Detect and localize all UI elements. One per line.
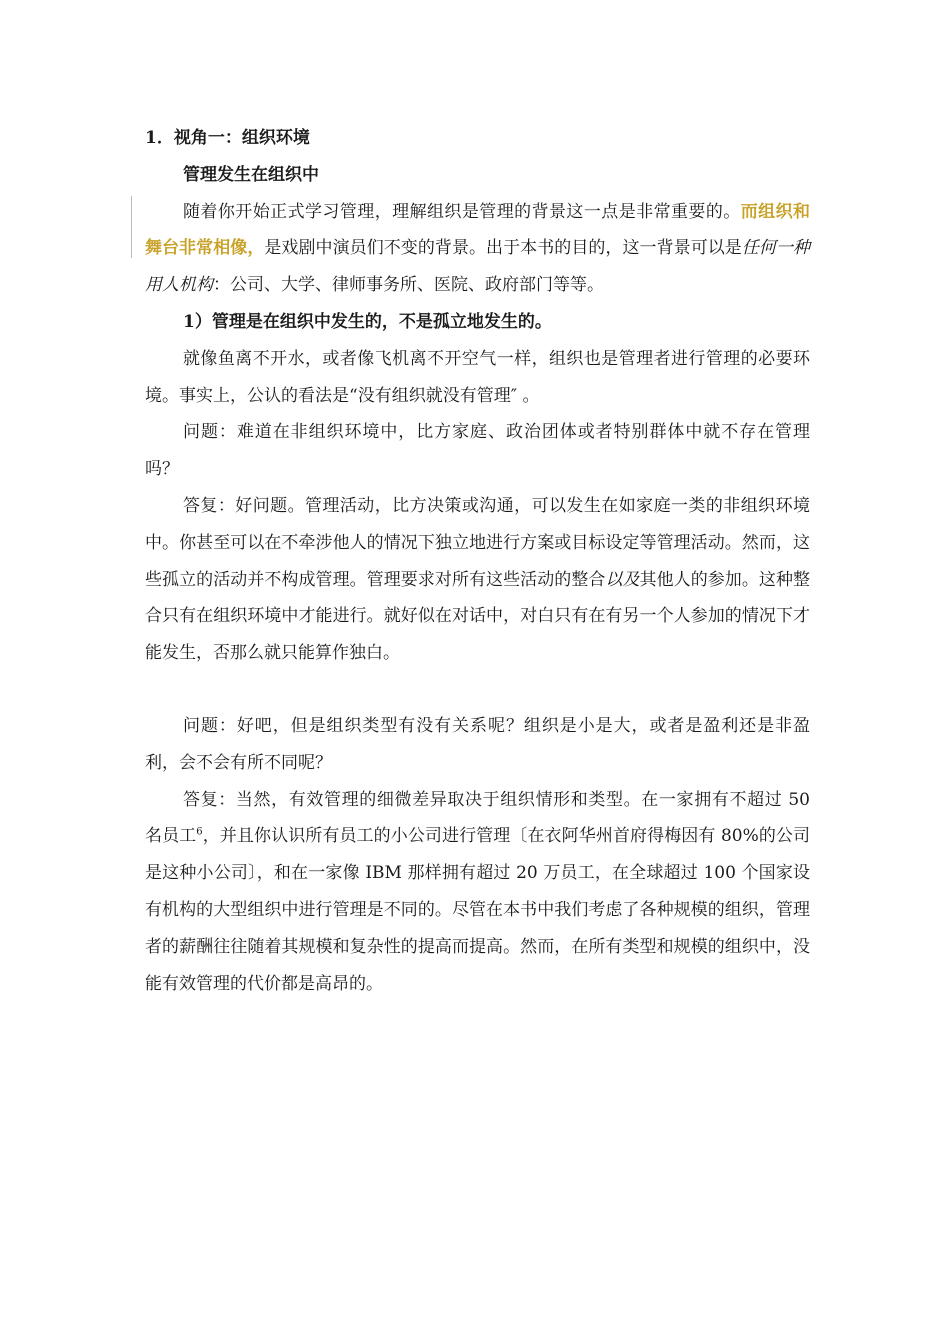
answer-1 bbox=[145, 488, 810, 672]
question-1: 问题：难道在非组织环境中，比方家庭、政治团体或者特别群体中就不存在管理吗？ bbox=[145, 422, 810, 480]
answer-2-text-a: 答复：当然，有效管理的细微差异取决于组织情形和类型。在一家拥有不超过 50 名员工 bbox=[145, 789, 810, 847]
footnote-marker: 6 bbox=[196, 826, 203, 838]
revision-margin-bar bbox=[131, 196, 132, 258]
answer-2 bbox=[145, 782, 810, 1003]
point-heading: 1）管理是在组织中发生的，不是孤立地发生的。 bbox=[183, 311, 552, 332]
paragraph-intro bbox=[145, 194, 810, 304]
blank-line bbox=[145, 672, 810, 708]
intro-text-c: ：公司、大学、律师事务所、医院、政府部门等等。 bbox=[213, 275, 604, 296]
answer-2-text-b: ，并且你认识所有员工的小公司进行管理〔在衣阿华州首府得梅因有 80%的公司是这种小公司〕，和在一家像 IBM 那样拥有超过 20 万员工，在全球超过 100 个国家设有机构的大型组织中进行管理是不同的。尽管在本书中我们考虑了各种规模的组织，管理者的薪酬往往随着其规模和复杂性的提高而提高。然而，在所有类型和规模的组织中，没能有效管理的代价都是高昂的。 bbox=[145, 826, 811, 994]
document-page bbox=[145, 120, 810, 1002]
intro-italic: 任何一种用人机构 bbox=[145, 238, 811, 296]
highlighted-sentence: 而组织和舞台非常相像， bbox=[145, 201, 811, 259]
answer-1-italic: 以及 bbox=[605, 569, 640, 590]
paragraph-fish: 就像鱼离不开水，或者像飞机离不开空气一样，组织也是管理者进行管理的必要环境。事实上，公认的看法是“没有组织就没有管理″ 。 bbox=[145, 348, 810, 406]
section-heading: 1．视角一：组织环境 bbox=[145, 128, 310, 148]
answer-1-text-b: 其他人的参加。这种整合只有在组织环境中才能进行。就好似在对话中，对白只有在有另一个人参加的情况下才能发生，否那么就只能算作独白。 bbox=[145, 569, 811, 664]
subsection-heading: 管理发生在组织中 bbox=[183, 164, 319, 185]
question-2: 问题：好吧，但是组织类型有没有关系呢？组织是小是大，或者是盈利还是非盈利，会不会有所不同呢？ bbox=[145, 715, 810, 773]
intro-text-b: 是戏剧中演员们不变的背景。出于本书的目的，这一背景可以是 bbox=[264, 238, 742, 259]
answer-1-text-a: 答复：好问题。管理活动，比方决策或沟通，可以发生在如家庭一类的非组织环境中。你甚至可以在不牵涉他人的情况下独立地进行方案或目标设定等管理活动。然而，这些孤立的活动并不构成管理。管理要求对所有这些活动的整合 bbox=[145, 495, 810, 590]
intro-text-a: 随着你开始正式学习管理，理解组织是管理的背景这一点是非常重要的。 bbox=[183, 201, 741, 222]
